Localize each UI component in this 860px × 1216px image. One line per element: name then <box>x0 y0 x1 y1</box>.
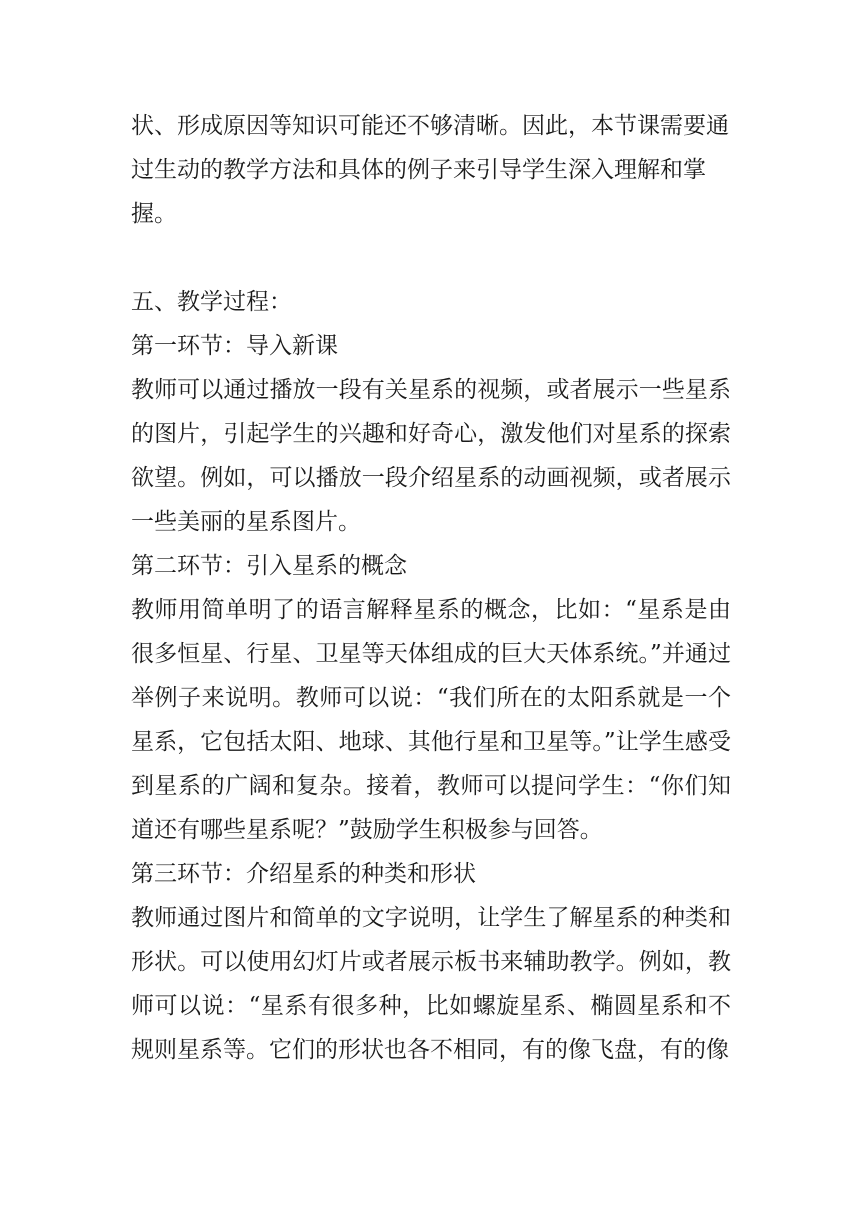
step1-body: 教师可以通过播放一段有关星系的视频，或者展示一些星系的图片，引起学生的兴趣和好奇心，激发他们对星系的探索欲望。例如，可以播放一段介绍星系的动画视频，或者展示一些美丽的星系图片。 <box>131 377 731 535</box>
step3-body: 教师通过图片和简单的文字说明，让学生了解星系的种类和形状。可以使用幻灯片或者展示板书来辅助教学。例如，教师可以说：“星系有很多种，比如螺旋星系、椭圆星系和不规则星系等。它们的形状也各不相同，有的像飞盘，有的像 <box>131 905 731 1063</box>
step2-body: 教师用简单明了的语言解释星系的概念，比如：“星系是由很多恒星、行星、卫星等天体组成的巨大天体系统。”并通过举例子来说明。教师可以说：“我们所在的太阳系就是一个星系，它包括太阳、地球、其他行星和卫星等。”让学生感受到星系的广阔和复杂。接着，教师可以提问学生：“你们知道还有哪些星系呢？”鼓励学生积极参与回答。 <box>131 597 731 843</box>
blank-line <box>131 236 731 280</box>
document-body <box>131 104 731 1072</box>
paragraph-line: 状、形成原因等知识可能还不够清晰。因此，本节课需要通 <box>131 113 729 139</box>
paragraph-line: 握。 <box>131 201 177 227</box>
continued-paragraph <box>131 104 731 236</box>
step2-title: 第二环节：引入星系的概念 <box>131 553 407 579</box>
step3-title: 第三环节：介绍星系的种类和形状 <box>131 861 476 887</box>
section-title: 五、教学过程： <box>131 289 292 315</box>
step1-title: 第一环节：导入新课 <box>131 333 338 359</box>
paragraph-line: 过生动的教学方法和具体的例子来引导学生深入理解和掌 <box>131 157 706 183</box>
